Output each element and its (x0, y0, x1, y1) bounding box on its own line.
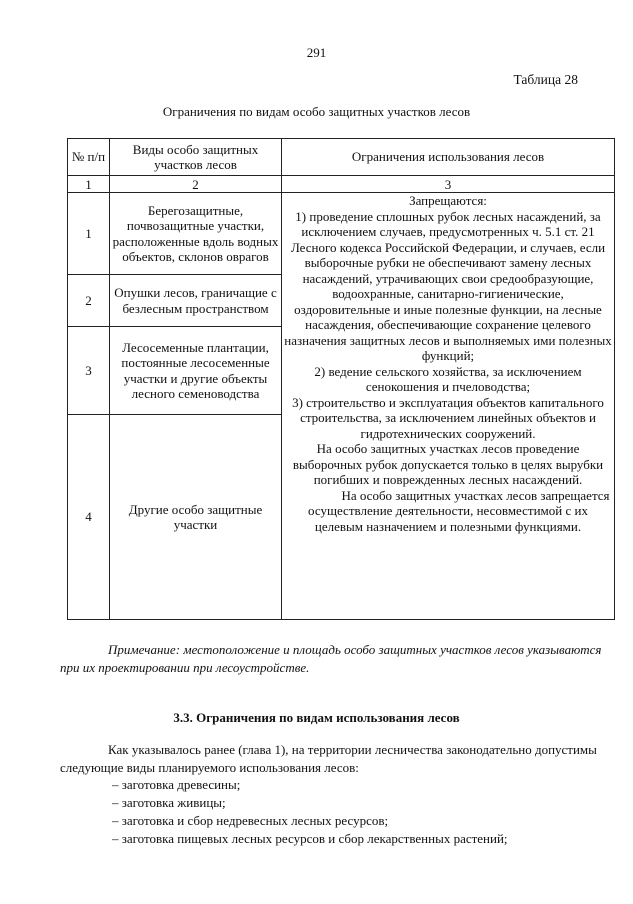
column-number-row (68, 176, 615, 193)
table-row (68, 193, 615, 275)
column-number: 3 (282, 176, 615, 193)
list-item: – заготовка древесины; (112, 776, 508, 794)
intro-paragraph: Как указывалось ранее (глава 1), на территории лесничества законодательно допустимы следующие виды планируемого использования лесов: (60, 742, 597, 775)
section-heading: 3.3. Ограничения по видам использования лесов (173, 710, 460, 725)
restrictions-cell (282, 193, 615, 620)
row-number: 2 (68, 275, 110, 327)
table-note: Примечание: местоположение и площадь особо защитных участков лесов указываются при их проектировании при лесоустройстве. (60, 642, 602, 675)
area-type-cell: Лесосеменные плантации, постоянные лесосеменные участки и другие объекты лесного семеноводства (110, 327, 282, 415)
header-restrictions: Ограничения использования лесов (282, 139, 615, 176)
restriction-item: 1) проведение сплошных рубок лесных насаждений, за исключением случаев, предусмотренных ч. 5.1 ст. 21 Лесного кодекса Российской Федерации, и случаев, если выборочные рубки не обеспечивают замену лесных насаждений, утрачивающих свои средообразующие, водоохранные, санитарно-гигиенические, оздоровительные и иные полезные функции, на лесные насаждения, обеспечивающие сохранение целевого назначения защитных лесов и выполняемых ими полезных функций; (284, 208, 612, 363)
header-number: № п/п (68, 139, 110, 176)
list-item: – заготовка пищевых лесных ресурсов и сбор лекарственных растений; (112, 830, 508, 848)
column-number: 2 (110, 176, 282, 193)
row-number: 1 (68, 193, 110, 275)
page-number: 291 (306, 45, 327, 60)
restrictions-heading: Запрещаются: (409, 193, 487, 208)
table-title: Ограничения по видам особо защитных участков лесов (162, 104, 471, 119)
row-number: 3 (68, 327, 110, 415)
area-type-cell: Опушки лесов, граничащие с безлесным пространством (110, 275, 282, 327)
table-label: Таблица 28 (513, 72, 578, 87)
restriction-note: На особо защитных участках лесов запрещается осуществление деятельности, несовместимой с их целевым назначением и полезными функциями. (308, 487, 610, 534)
table-header-row (68, 139, 615, 176)
uses-list (112, 776, 508, 848)
list-item: – заготовка живицы; (112, 794, 508, 812)
restrictions-table (67, 138, 615, 620)
column-number: 1 (68, 176, 110, 193)
row-number: 4 (68, 415, 110, 620)
area-type-cell: Берегозащитные, почвозащитные участки, расположенные вдоль водных объектов, склонов оврагов (110, 193, 282, 275)
restriction-item: 2) ведение сельского хозяйства, за исключением сенокошения и пчеловодства; (314, 363, 582, 394)
restriction-note: На особо защитных участках лесов проведение выборочных рубок допускается только в целях вырубки погибших и поврежденных лесных насаждений. (292, 441, 604, 487)
area-type-cell: Другие особо защитные участки (110, 415, 282, 620)
list-item: – заготовка и сбор недревесных лесных ресурсов; (112, 812, 508, 830)
restriction-item: 3) строительство и эксплуатация объектов капитального строительства, за исключением линейных объектов и гидротехнических сооружений. (292, 394, 604, 441)
header-area-type: Виды особо защитных участков лесов (110, 139, 282, 176)
